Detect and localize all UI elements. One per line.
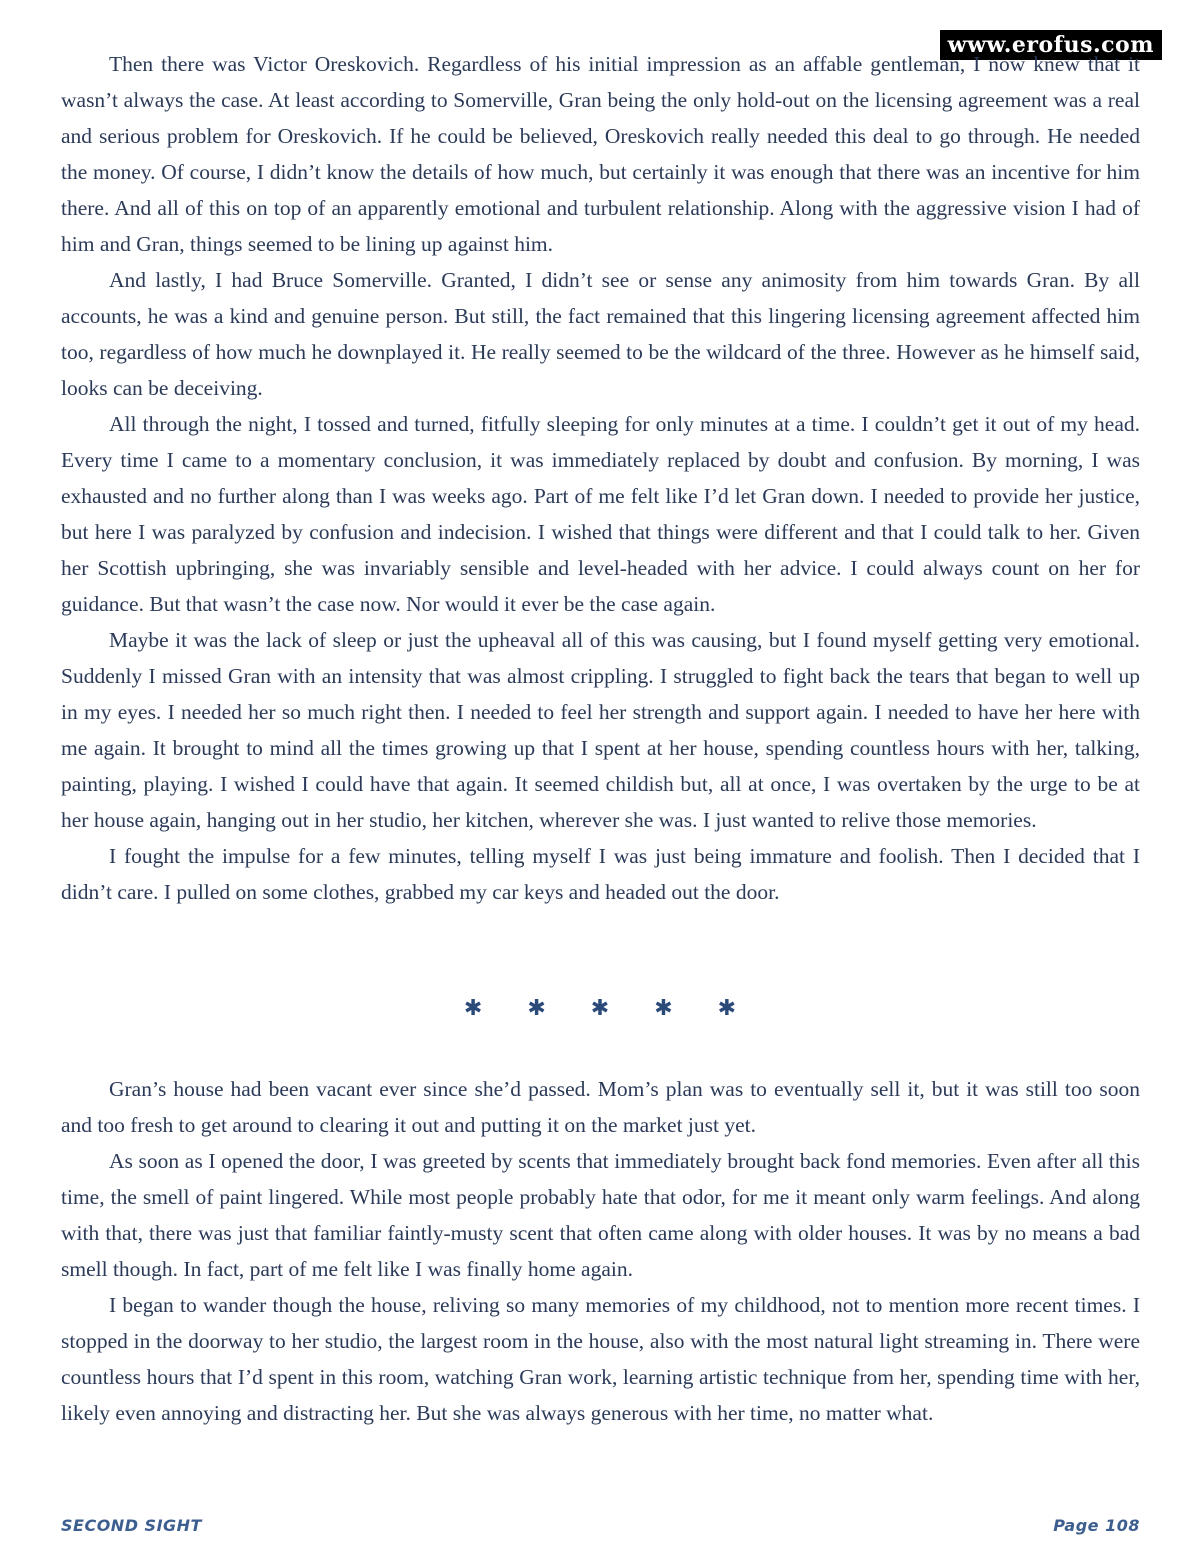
scene-break-separator [0, 996, 1200, 1021]
paragraph: Then there was Victor Oreskovich. Regardless of his initial impression as an affable gentleman, I now knew that it wasn’t always the case. At least according to Somerville, Gran being the only hold-out on the licensing agreement was a real and serious problem for Oreskovich. If he could be believed, Oreskovich really needed this deal to go through. He needed the money. Of course, I didn’t know the details of how much, but certainly it was enough that there was an incentive for him there. And all of this on top of an apparently emotional and turbulent relationship. Along with the aggressive vision I had of him and Gran, things seemed to be lining up against him. [61, 52, 1140, 256]
paragraph: And lastly, I had Bruce Somerville. Granted, I didn’t see or sense any animosity from him towards Gran. By all accounts, he was a kind and genuine person. But still, the fact remained that this lingering licensing agreement affected him too, regardless of how much he downplayed it. He really seemed to be the wildcard of the three. However as he himself said, looks can be deceiving. [61, 268, 1140, 400]
footer-book-title: SECOND SIGHT [61, 1516, 202, 1535]
paragraph: I fought the impulse for a few minutes, telling myself I was just being immature and foolish. Then I decided that I didn’t care. I pulled on some clothes, grabbed my car keys and headed out the door. [61, 844, 1140, 904]
text-block-after-break [61, 1071, 1140, 1431]
asterisk-icon: ✱ [527, 996, 546, 1021]
asterisk-icon: ✱ [717, 996, 737, 1021]
asterisk-icon: ✱ [463, 996, 483, 1021]
asterisk-icon: ✱ [590, 996, 610, 1021]
asterisk-icon: ✱ [654, 996, 673, 1021]
paragraph: All through the night, I tossed and turned, fitfully sleeping for only minutes at a time. I couldn’t get it out of my head. Every time I came to a momentary conclusion, it was immediately replaced by doubt and confusion. By morning, I was exhausted and no further along than I was weeks ago. Part of me felt like I’d let Gran down. I needed to provide her justice, but here I was paralyzed by confusion and indecision. I wished that things were different and that I could talk to her. Given her Scottish upbringing, she was invariably sensible and level-headed with her advice. I could always count on her for guidance. But that wasn’t the case now. Nor would it ever be the case again. [61, 412, 1140, 616]
paragraph: Maybe it was the lack of sleep or just the upheaval all of this was causing, but I found myself getting very emotional. Suddenly I missed Gran with an intensity that was almost crippling. I struggled to fight back the tears that began to well up in my eyes. I needed her so much right then. I needed to feel her strength and support again. I needed to have her here with me again. It brought to mind all the times growing up that I spent at her house, spending countless hours with her, talking, painting, playing. I wished I could have that again. It seemed childish but, all at once, I was overtaken by the urge to be at her house again, hanging out in her studio, her kitchen, wherever she was. I just wanted to relive those memories. [61, 628, 1140, 832]
footer-page-number: Page 108 [1053, 1516, 1140, 1535]
watermark: www.erofus.com [940, 30, 1162, 60]
paragraph: Gran’s house had been vacant ever since she’d passed. Mom’s plan was to eventually sell it, but it was still too soon and too fresh to get around to clearing it out and putting it on the market just yet. [61, 1077, 1140, 1137]
paragraph: I began to wander though the house, reliving so many memories of my childhood, not to mention more recent times. I stopped in the doorway to her studio, the largest room in the house, also with the most natural light streaming in. There were countless hours that I’d spent in this room, watching Gran work, learning artistic technique from her, spending time with her, likely even annoying and distracting her. But she was always generous with her time, no matter what. [61, 1293, 1140, 1425]
paragraph: As soon as I opened the door, I was greeted by scents that immediately brought back fond memories. Even after all this time, the smell of paint lingered. While most people probably hate that odor, for me it meant only warm feelings. And along with that, there was just that familiar faintly-musty scent that often came along with older houses. It was by no means a bad smell though. In fact, part of me felt like I was finally home again. [61, 1149, 1140, 1281]
text-block-before-break [61, 46, 1140, 910]
